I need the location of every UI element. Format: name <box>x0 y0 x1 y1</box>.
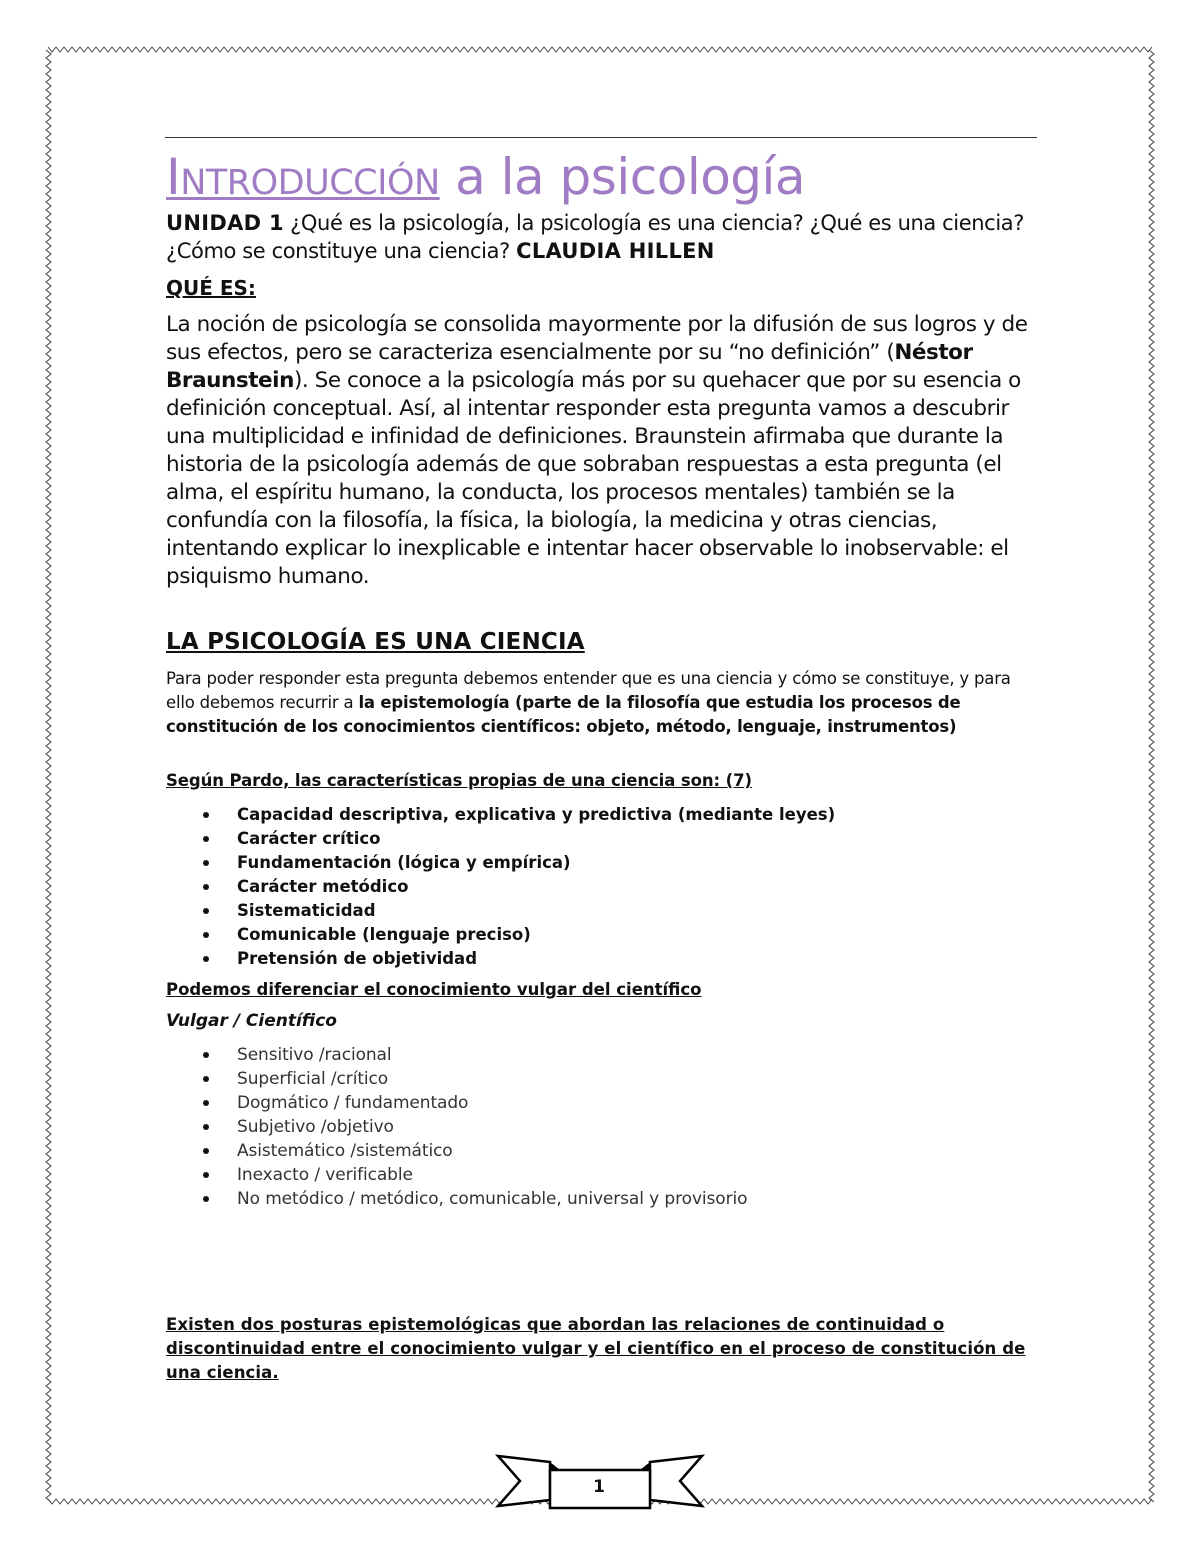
ciencia-text: Para poder responder esta pregunta debemos entender que es una ciencia y cómo se constituye, y para ello debemos recurrir a <box>166 669 1011 712</box>
list-item: Fundamentación (lógica y empírica) <box>200 851 835 875</box>
ciencia-heading: LA PSICOLOGÍA ES UNA CIENCIA <box>166 629 585 655</box>
page-number: 1 <box>593 1477 605 1497</box>
list-item: Subjetivo /objetivo <box>200 1115 747 1139</box>
conocimiento-subheading: Vulgar / Científico <box>166 1011 337 1031</box>
unit-label: UNIDAD 1 <box>166 211 284 235</box>
que-es-heading: QUÉ ES: <box>166 276 256 300</box>
que-es-text-2: ). Se conoce a la psicología más por su quehacer que por su esencia o definición conceptual. Así, al intentar responder esta pregunta vamos a descubrir una multiplicidad e infinidad de definiciones. Braunstein afirmaba que durante la historia de la psicología además de que sobraban respuestas a esta pregunta (el alma, el espíritu humano, la conducta, los procesos mentales) también se la confundía con la filosofía, la física, la biología, la medicina y otras ciencias, intentando explicar lo inexplicable e intentar hacer observable lo inobservable: el psiquismo humano. <box>166 368 1021 589</box>
que-es-author: Néstor Braunstein <box>166 340 973 393</box>
list-item: Inexacto / verificable <box>200 1163 747 1187</box>
conocimiento-heading: Podemos diferenciar el conocimiento vulgar del científico <box>166 980 702 999</box>
que-es-text-1: La noción de psicología se consolida mayormente por la difusión de sus logros y de sus efectos, pero se caracteriza esencialmente por su “no definición” ( <box>166 312 1028 365</box>
title-rest: a la psicología <box>455 148 806 206</box>
comparison-list <box>200 1043 747 1211</box>
title-emphasis: Introducción <box>166 148 440 206</box>
list-item: Dogmático / fundamentado <box>200 1091 747 1115</box>
list-item: Asistemático /sistemático <box>200 1139 747 1163</box>
list-item: Carácter metódico <box>200 875 835 899</box>
list-item: Pretensión de objetividad <box>200 947 835 971</box>
ciencia-paragraph <box>166 667 1036 739</box>
list-item: Comunicable (lenguaje preciso) <box>200 923 835 947</box>
list-item: Sensitivo /racional <box>200 1043 747 1067</box>
list-item: No metódico / metódico, comunicable, universal y provisorio <box>200 1187 747 1211</box>
list-item: Carácter crítico <box>200 827 835 851</box>
page-title <box>166 146 805 208</box>
unit-questions: ¿Qué es la psicología, la psicología es una ciencia? ¿Qué es una ciencia? ¿Cómo se constituye una ciencia? <box>166 211 1024 263</box>
characteristics-list <box>200 803 835 971</box>
unit-subtitle <box>166 209 1046 265</box>
header-rule <box>165 137 1037 138</box>
pardo-heading: Según Pardo, las características propias de una ciencia son: (7) <box>166 771 752 790</box>
list-item: Superficial /crítico <box>200 1067 747 1091</box>
que-es-paragraph <box>166 311 1046 591</box>
posturas-paragraph: Existen dos posturas epistemológicas que abordan las relaciones de continuidad o discontinuidad entre el conocimiento vulgar y el científico en el proceso de constitución de una ciencia. <box>166 1315 1026 1382</box>
unit-author: CLAUDIA HILLEN <box>516 239 715 263</box>
list-item: Capacidad descriptiva, explicativa y predictiva (mediante leyes) <box>200 803 835 827</box>
list-item: Sistematicidad <box>200 899 835 923</box>
ciencia-bold-text: la epistemología (parte de la filosofía que estudia los procesos de constitución de los conocimientos científicos: objeto, método, lenguaje, instrumentos) <box>166 693 961 736</box>
